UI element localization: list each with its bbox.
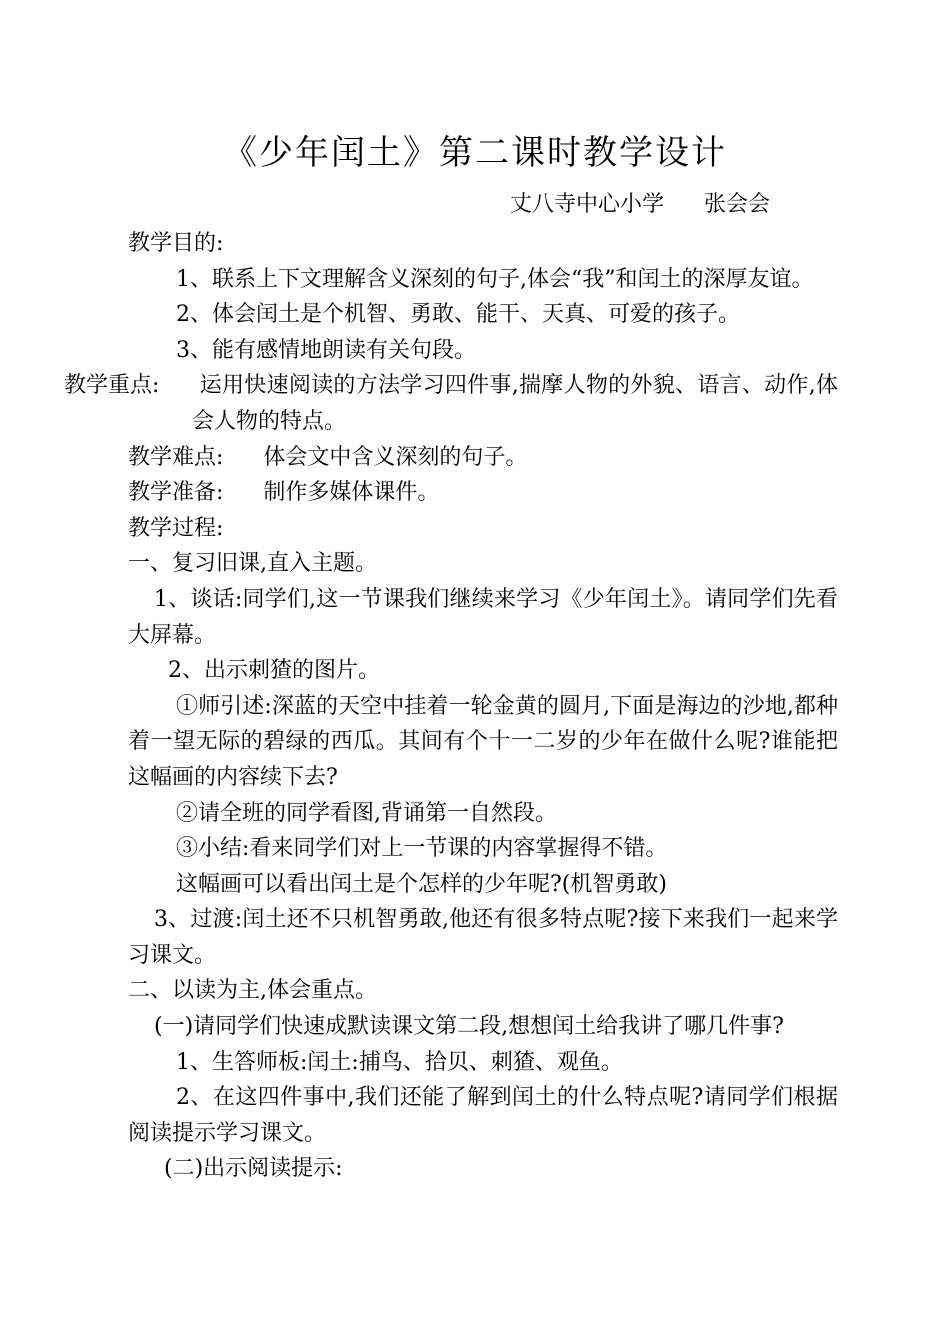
process-subitem: ①师引述:深蓝的天空中挂着一轮金黄的圆月,下面是海边的沙地,都种着一望无际的碧绿的西瓜。其间有个十一二岁的少年在做什么呢?谁能把这幅画的内容续下去? [128, 693, 838, 790]
key-points-text: 运用快速阅读的方法学习四件事,揣摩人物的外貌、语言、动作,体会人物的特点。 [192, 373, 838, 434]
goal-item: 3、能有感情地朗读有关句段。 [176, 337, 476, 363]
author-name: 张会会 [704, 192, 771, 217]
process-item: 1、谈话:同学们,这一节课我们继续来学习《少年闰土》。请同学们先看大屏幕。 [128, 586, 838, 648]
difficulties-text: 体会文中含义深刻的句子。 [263, 444, 528, 470]
process-item: 2、在这四件事中,我们还能了解到闰土的什么特点呢?请同学们根据阅读提示学习课文。 [128, 1085, 838, 1146]
process-item: 2、出示刺猹的图片。 [168, 658, 380, 684]
process-subitem: ②请全班的同学看图,背诵第一自然段。 [176, 800, 557, 826]
goal-item: 2、体会闰土是个机智、勇敢、能干、天真、可爱的孩子。 [176, 302, 740, 328]
preparation-label: 教学准备: [128, 480, 224, 506]
difficulties-label: 教学难点: [128, 444, 224, 470]
document-body [64, 226, 838, 1187]
document-title: 《少年闰土》第二课时教学设计 [223, 133, 727, 173]
section-heading-goals: 教学目的: [128, 231, 224, 256]
process-subitem: 这幅画可以看出闰土是个怎样的少年呢?(机智勇敢) [176, 871, 667, 897]
part-heading: 一、复习旧课,直入主题。 [128, 551, 377, 577]
difficulties [128, 440, 838, 476]
goal-item: 1、联系上下文理解含义深刻的句子,体会“我”和闰土的深厚友谊。 [176, 266, 814, 292]
key-points-label: 教学重点: [64, 373, 160, 399]
process-item: (一)请同学们快速成默读课文第二段,想想闰土给我讲了哪几件事? [154, 1014, 784, 1040]
school-name: 丈八寺中心小学 [510, 192, 665, 217]
section-heading-process: 教学过程: [128, 515, 224, 541]
process-subitem: ③小结:看来同学们对上一节课的内容掌握得不错。 [176, 836, 668, 862]
author-line [510, 188, 770, 222]
process-item: 3、过渡:闰土还不只机智勇敢,他还有很多特点呢?接下来我们一起来学习课文。 [128, 907, 838, 968]
preparation-text: 制作多媒体课件。 [263, 480, 440, 506]
key-points [64, 368, 838, 439]
part-heading: 二、以读为主,体会重点。 [128, 978, 377, 1004]
process-item: 1、生答师板:闰土:捕鸟、拾贝、刺猹、观鱼。 [176, 1049, 623, 1075]
preparation [128, 475, 838, 511]
process-item: (二)出示阅读提示: [164, 1156, 343, 1182]
